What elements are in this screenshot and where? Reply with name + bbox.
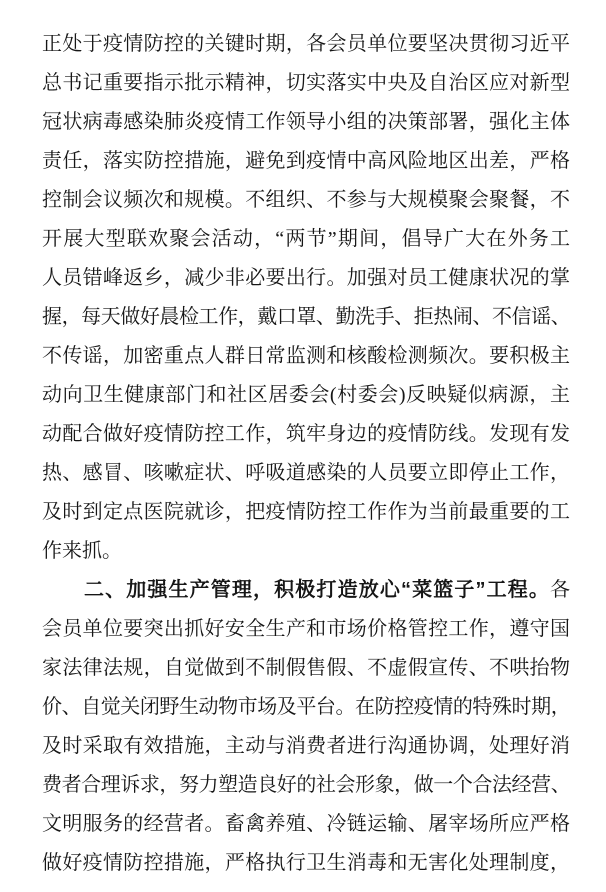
text-line-17: 家法律法规，自觉做到不制假售假、不虚假宣传、不哄抬物 bbox=[42, 657, 570, 679]
text-line-13: 及时到定点医院就诊，把疫情防控工作作为当前最重要的工 bbox=[42, 501, 570, 523]
text-line-1: 正处于疫情防控的关键时期，各会员单位要坚决贯彻习近平 bbox=[42, 33, 570, 55]
text-line-3: 冠状病毒感染肺炎疫情工作领导小组的决策部署，强化主体 bbox=[42, 111, 570, 133]
text-line-11: 动配合做好疫情防控工作，筑牢身边的疫情防线。发现有发 bbox=[42, 423, 570, 445]
section-heading-line bbox=[42, 571, 570, 610]
document-text-block bbox=[42, 25, 570, 883]
text-line-5: 控制会议频次和规模。不组织、不参与大规模聚会聚餐，不 bbox=[42, 189, 570, 211]
text-line-16: 会员单位要突出抓好安全生产和市场价格管控工作，遵守国 bbox=[42, 618, 570, 640]
text-line-4: 责任，落实防控措施，避免到疫情中高风险地区出差，严格 bbox=[42, 150, 570, 172]
text-line-22: 做好疫情防控措施，严格执行卫生消毒和无害化处理制度， bbox=[42, 852, 570, 874]
text-line-18: 价、自觉关闭野生动物市场及平台。在防控疫情的特殊时期， bbox=[42, 696, 570, 718]
text-line-14: 作来抓。 bbox=[42, 540, 122, 562]
text-line-21: 文明服务的经营者。畜禽养殖、冷链运输、屠宰场所应严格 bbox=[42, 813, 570, 835]
text-line-12: 热、感冒、咳嗽症状、呼吸道感染的人员要立即停止工作， bbox=[42, 462, 570, 484]
section-heading-bold-text: 二、加强生产管理，积极打造放心“菜篮子”工程。 bbox=[84, 579, 550, 601]
text-line-8: 握，每天做好晨检工作，戴口罩、勤洗手、拒热闹、不信谣、 bbox=[42, 306, 570, 328]
text-line-19: 及时采取有效措施，主动与消费者进行沟通协调，处理好消 bbox=[42, 735, 570, 757]
text-line-2: 总书记重要指示批示精神，切实落实中央及自治区应对新型 bbox=[42, 72, 570, 94]
text-line-10: 动向卫生健康部门和社区居委会(村委会)反映疑似病源，主 bbox=[42, 384, 570, 406]
section-heading-tail-text: 各 bbox=[550, 579, 570, 601]
text-line-9: 不传谣，加密重点人群日常监测和核酸检测频次。要积极主 bbox=[42, 345, 570, 367]
text-line-20: 费者合理诉求，努力塑造良好的社会形象，做一个合法经营、 bbox=[42, 774, 570, 796]
text-line-6: 开展大型联欢聚会活动，“两节”期间，倡导广大在外务工 bbox=[42, 228, 570, 250]
text-line-7: 人员错峰返乡，减少非必要出行。加强对员工健康状况的掌 bbox=[42, 267, 570, 289]
